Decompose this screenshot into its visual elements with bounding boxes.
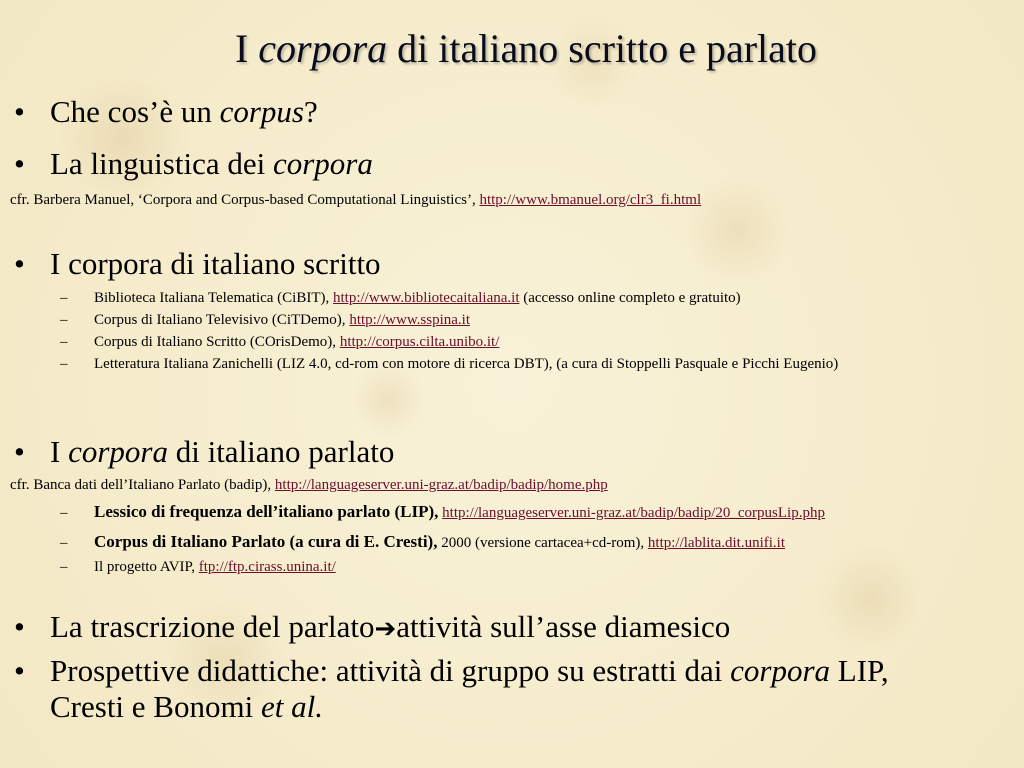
dash-marker: – <box>60 334 68 350</box>
link-corpuslip[interactable]: http://languageserver.uni-graz.at/badip/badip/20_corpusLip.php <box>442 505 825 521</box>
bullet-prospettive: • Prospettive didattiche: attività di gruppo su estratti dai corpora LIP, <box>0 653 889 689</box>
list-item: – Corpus di Italiano Parlato (a cura di E. Cresti), 2000 (versione cartacea+cd-rom), http://lablita.dit.unifi.it <box>60 532 785 551</box>
link-bibliotecaitaliana[interactable]: http://www.bibliotecaitaliana.it <box>333 290 520 306</box>
bullet-prospettive-cont: Cresti e Bonomi et al. <box>50 689 323 724</box>
bullet-marker: • <box>14 609 25 644</box>
bullet-marker: • <box>14 94 25 129</box>
bullet-corpora-scritto: • I corpora di italiano scritto <box>0 246 381 282</box>
dash-marker: – <box>60 356 68 372</box>
title-emphasis: corpora <box>258 26 388 71</box>
dash-marker: – <box>60 290 68 306</box>
arrow-right-icon: ➔ <box>374 614 397 644</box>
note-badip: cfr. Banca dati dell’Italiano Parlato (badip), http://languageserver.uni-graz.at/badip/badip/home.php <box>10 477 608 493</box>
bullet-trascrizione: • La trascrizione del parlato➔attività sull’asse diamesico <box>0 609 730 647</box>
slide-title: I corpora di italiano scritto e parlato <box>234 26 818 71</box>
list-item: – Il progetto AVIP, ftp://ftp.cirass.unina.it/ <box>60 559 336 575</box>
link-sspina[interactable]: http://www.sspina.it <box>349 312 471 328</box>
list-item: – Corpus di Italiano Scritto (COrisDemo), http://corpus.cilta.unibo.it/ <box>60 334 500 350</box>
bullet-marker: • <box>14 146 25 181</box>
list-item: – Letteratura Italiana Zanichelli (LIZ 4.0, cd-rom con motore di ricerca DBT), (a cura di Stoppelli Pasquale e Picchi Eugenio) <box>60 356 839 372</box>
link-bmanuel[interactable]: http://www.bmanuel.org/clr3_fi.html <box>479 192 702 208</box>
bullet-linguistica: • La linguistica dei corpora <box>0 146 373 182</box>
dash-marker: – <box>60 505 68 521</box>
list-item: – Corpus di Italiano Televisivo (CiTDemo), http://www.sspina.it <box>60 312 471 328</box>
bullet-marker: • <box>14 434 25 469</box>
link-badip[interactable]: http://languageserver.uni-graz.at/badip/badip/home.php <box>274 477 608 493</box>
bullet-what-is-corpus: • Che cos’è un corpus? <box>0 94 318 130</box>
link-lablita[interactable]: http://lablita.dit.unifi.it <box>647 535 785 551</box>
note-barbera: cfr. Barbera Manuel, ‘Corpora and Corpus-based Computational Linguistics’, http://www.bmanuel.org/clr3_fi.html <box>10 192 702 208</box>
dash-marker: – <box>60 535 68 551</box>
list-item: – Lessico di frequenza dell’italiano parlato (LIP), http://languageserver.uni-graz.at/badip/badip/20_corpusLip.php <box>60 502 825 521</box>
bullet-marker: • <box>14 246 25 281</box>
dash-marker: – <box>60 312 68 328</box>
link-cilta[interactable]: http://corpus.cilta.unibo.it/ <box>339 334 500 350</box>
bullet-marker: • <box>14 653 25 688</box>
list-item: – Biblioteca Italiana Telematica (CiBIT), http://www.bibliotecaitaliana.it (accesso online completo e gratuito) <box>60 290 741 306</box>
bullet-corpora-parlato: • I corpora di italiano parlato <box>0 434 394 470</box>
link-cirass[interactable]: ftp://ftp.cirass.unina.it/ <box>198 559 336 575</box>
dash-marker: – <box>60 559 68 575</box>
